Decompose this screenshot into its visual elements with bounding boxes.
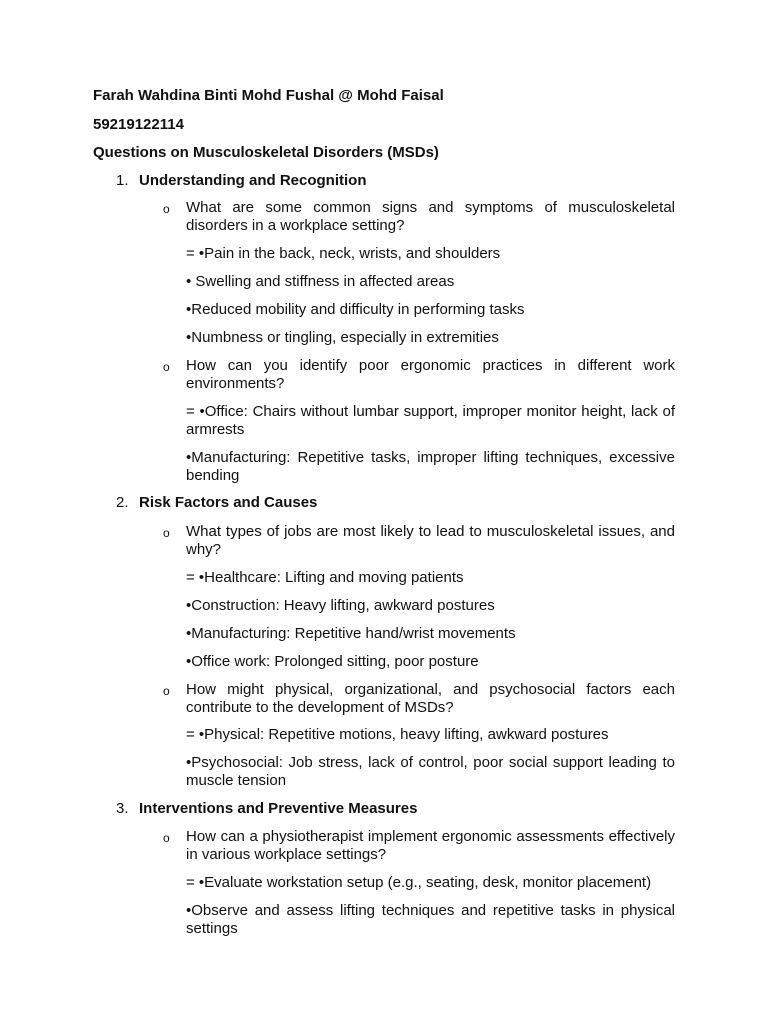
section-title: Risk Factors and Causes (139, 494, 318, 511)
hollow-bullet-icon: o (163, 831, 170, 845)
question-text: How can you identify poor ergonomic practices in different work environments? (186, 357, 675, 392)
hollow-bullet-icon: o (163, 684, 170, 698)
student-id: 59219122114 (93, 116, 184, 133)
answer-line: •Numbness or tingling, especially in extremities (186, 329, 499, 346)
answer-line: = •Healthcare: Lifting and moving patients (186, 569, 464, 586)
section-number: 2. (116, 494, 129, 511)
document-title: Questions on Musculoskeletal Disorders (MSDs) (93, 144, 439, 161)
answer-line: •Construction: Heavy lifting, awkward postures (186, 597, 495, 614)
question-text: What types of jobs are most likely to lead to musculoskeletal issues, and why? (186, 523, 675, 558)
answer-line: = •Pain in the back, neck, wrists, and shoulders (186, 245, 501, 262)
hollow-bullet-icon: o (163, 202, 170, 216)
answer-line: = •Physical: Repetitive motions, heavy lifting, awkward postures (186, 726, 609, 743)
answer-line: • Swelling and stiffness in affected areas (186, 273, 455, 290)
hollow-bullet-icon: o (163, 360, 170, 374)
answer-line: •Manufacturing: Repetitive tasks, improper lifting techniques, excessive bending (186, 449, 675, 484)
question-text: What are some common signs and symptoms of musculoskeletal disorders in a workplace setting? (186, 199, 675, 234)
answer-line: •Observe and assess lifting techniques and repetitive tasks in physical settings (186, 902, 675, 937)
section-title: Understanding and Recognition (139, 172, 367, 189)
section-title: Interventions and Preventive Measures (139, 800, 418, 817)
answer-line: = •Office: Chairs without lumbar support, improper monitor height, lack of armrests (186, 403, 675, 438)
answer-line: = •Evaluate workstation setup (e.g., seating, desk, monitor placement) (186, 874, 652, 891)
answer-line: •Reduced mobility and difficulty in performing tasks (186, 301, 525, 318)
hollow-bullet-icon: o (163, 526, 170, 540)
question-text: How might physical, organizational, and psychosocial factors each contribute to the development of MSDs? (186, 681, 675, 716)
answer-line: •Manufacturing: Repetitive hand/wrist movements (186, 625, 516, 642)
answer-line: •Psychosocial: Job stress, lack of control, poor social support leading to muscle tension (186, 754, 675, 789)
section-number: 1. (116, 172, 129, 189)
answer-line: •Office work: Prolonged sitting, poor posture (186, 653, 479, 670)
author-name: Farah Wahdina Binti Mohd Fushal @ Mohd Faisal (93, 87, 444, 104)
question-text: How can a physiotherapist implement ergonomic assessments effectively in various workplace settings? (186, 828, 675, 863)
section-number: 3. (116, 800, 129, 817)
